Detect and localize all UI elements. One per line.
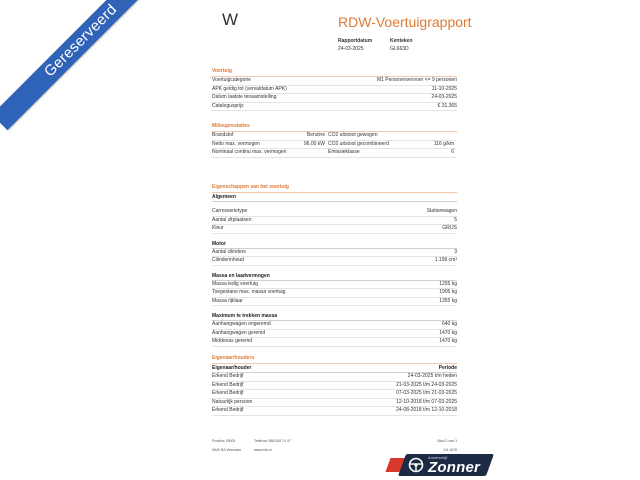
- row-label: Aanhangwagen ongeremd: [212, 321, 271, 327]
- row-label: Massa ledig voertuig: [212, 280, 258, 287]
- row-label: Aantal cilinders: [212, 248, 246, 255]
- report-date-label: Rapportdatum: [338, 38, 373, 44]
- row-label: Erkend Bedrijf: [212, 381, 244, 388]
- rdw-logo-fragment: W: [222, 10, 239, 29]
- table-row: [212, 338, 457, 347]
- row-value: 1905 kg: [439, 289, 457, 295]
- table-row: [212, 289, 457, 298]
- env-label: CO2 uitstoot gewogen: [328, 132, 404, 141]
- footer-city: 9640 RA Veendam: [212, 448, 242, 452]
- environment-grid: [212, 132, 457, 158]
- group-subtitle: Maximum te trekken massa: [212, 312, 457, 321]
- group-subtitle: Massa en laadvermogen: [212, 272, 457, 281]
- owners-header-right: Periode: [438, 365, 457, 371]
- plate-value: GL663D: [390, 46, 409, 52]
- row-label: Erkend Bedrijf: [212, 373, 244, 379]
- page-footer: [212, 439, 457, 452]
- row-label: Middenas geremd: [212, 338, 253, 344]
- footer-postbus: Postbus 30000: [212, 439, 236, 443]
- env-label: CO2 uitstoot gecombineerd: [328, 141, 404, 150]
- row-value: 3: [454, 248, 457, 255]
- row-value: 640 kg: [441, 321, 457, 327]
- group-subtitle: Algemeen: [212, 193, 457, 202]
- row-label: Aantal zitplaatsen: [212, 216, 252, 223]
- row-label: Datum laatste tenaamstelling: [212, 94, 277, 100]
- table-row: [212, 86, 457, 95]
- report-title: RDW-Voertuigrapport: [338, 14, 472, 30]
- owners-section-title: Eigenaar/houders: [212, 355, 255, 361]
- row-value: 1470 kg: [439, 338, 457, 344]
- steering-wheel-icon: [408, 457, 424, 473]
- table-row: [212, 249, 457, 258]
- vehicle-section-title: Voertuig: [212, 68, 232, 74]
- env-value: 116 g/km: [404, 141, 457, 150]
- row-label: Cilinderinhoud: [212, 257, 244, 263]
- row-label: Kleur: [212, 225, 224, 231]
- env-value: [282, 149, 328, 158]
- reserved-ribbon: Gereserveerd: [0, 0, 170, 130]
- env-value: [404, 132, 457, 141]
- env-value: Benzine: [282, 132, 328, 141]
- footer-phone: Telefoon 088-008 74 47: [254, 439, 291, 443]
- row-value: € 31.365: [437, 102, 457, 109]
- properties-section: [212, 184, 457, 347]
- table-row: [212, 321, 457, 330]
- row-value: 1470 kg: [439, 329, 457, 336]
- table-row: [212, 298, 457, 307]
- row-value: GRIJS: [442, 225, 457, 231]
- table-row: [212, 103, 457, 112]
- row-value: 24-03-2025: [431, 94, 457, 100]
- table-row: [212, 225, 457, 234]
- table-row: [212, 217, 457, 226]
- env-label: Emissieklasse: [328, 149, 404, 158]
- table-row: [212, 399, 457, 408]
- row-value: 07-03-2025 t/m 21-03-2025: [396, 390, 457, 396]
- owners-header-left: Eigenaar/houder: [212, 365, 252, 371]
- footer-website: www.rdw.nl: [254, 448, 272, 452]
- group-subtitle: Motor: [212, 240, 457, 249]
- row-label: Erkend Bedrijf: [212, 407, 244, 413]
- owners-header: [212, 364, 457, 373]
- row-label: Massa rijklaar: [212, 297, 243, 304]
- row-label: Erkend Bedrijf: [212, 390, 244, 396]
- row-label: Toegestane max. massa voertuig: [212, 289, 286, 295]
- owners-section: [212, 355, 457, 416]
- table-row: [212, 390, 457, 399]
- table-row: [212, 382, 457, 391]
- row-label: Aanhangwagen geremd: [212, 329, 266, 336]
- row-value: 24-08-2018 t/m 12-10-2018: [396, 407, 457, 413]
- row-value: 21-03-2025 t/m 24-03-2025: [396, 381, 457, 388]
- footer-code: 3.6.1678: [443, 448, 457, 452]
- env-value: 96,00 kW: [282, 141, 328, 150]
- table-row: [212, 257, 457, 266]
- environment-section: [212, 123, 457, 158]
- row-value: 1.199 cm³: [434, 257, 457, 263]
- row-label: Natuurlijk persoon: [212, 398, 253, 405]
- row-label: APK geldig tot (vervaldatum APK): [212, 85, 287, 92]
- table-row: [212, 281, 457, 290]
- table-row: [212, 330, 457, 339]
- row-label: Carrosserietype: [212, 208, 248, 214]
- table-row: [212, 208, 457, 217]
- footer-page-number: Blad 2 van 3: [437, 439, 457, 443]
- env-label: Brandstof: [212, 132, 282, 141]
- row-value: 1355 kg: [439, 297, 457, 304]
- environment-section-title: Milieuprestaties: [212, 123, 250, 129]
- report-meta: [338, 38, 450, 52]
- report-date-value: 24-03-2025: [338, 46, 364, 52]
- row-label: Catalogusprijs: [212, 102, 244, 109]
- watermark-subtitle: Autobedrijf: [428, 455, 448, 460]
- row-value: 12-10-2018 t/m 07-03-2025: [396, 398, 457, 405]
- row-value: M1 Personenvervoer <= 9 personen: [376, 77, 457, 83]
- row-value: Stationwagen: [426, 208, 457, 214]
- row-value: 1255 kg: [439, 280, 457, 287]
- row-value: 11-10-2025: [431, 85, 457, 92]
- zonner-watermark-logo: [388, 454, 490, 478]
- watermark-text: Zonner: [428, 459, 481, 476]
- env-label: Netto max. vermogen: [212, 141, 282, 150]
- row-label: Voertuigcategorie: [212, 77, 251, 83]
- table-row: [212, 407, 457, 416]
- row-value: 24-03-2025 t/m heden: [407, 373, 457, 379]
- table-row: [212, 94, 457, 103]
- row-value: 5: [454, 216, 457, 223]
- table-row: [212, 77, 457, 86]
- properties-section-title: Eigenschappen van het voertuig: [212, 184, 289, 190]
- env-label: Nominaal continu max. vermogen: [212, 149, 282, 158]
- plate-label: Kenteken: [390, 38, 413, 44]
- vehicle-section: [212, 68, 457, 111]
- table-row: [212, 373, 457, 382]
- env-value: 6: [404, 149, 457, 158]
